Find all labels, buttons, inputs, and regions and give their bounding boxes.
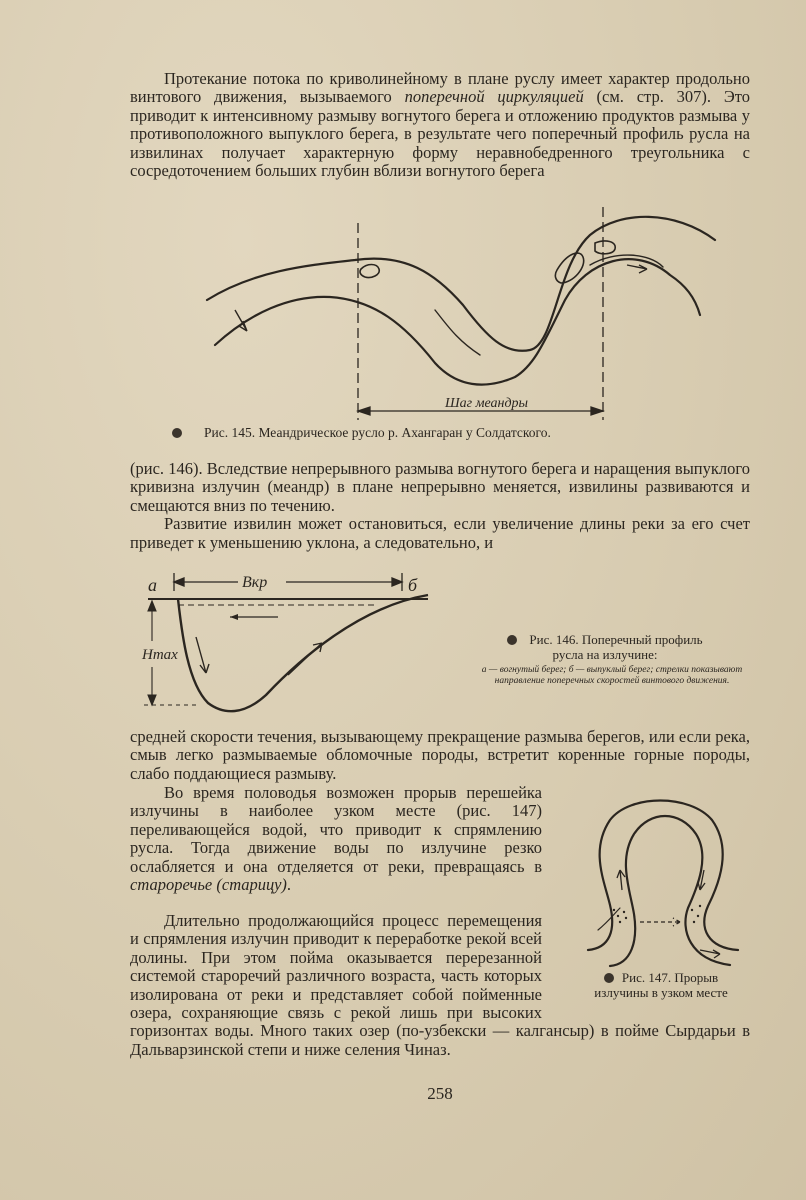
page-number: 258 [427, 1084, 453, 1103]
island-3 [595, 241, 615, 254]
bullet-icon [172, 428, 182, 438]
figure-146-cross-profile [138, 565, 438, 730]
figure-wrap-space [542, 912, 750, 1007]
paragraph-1: Протекание потока по криволинейному в плане руслу имеет характер продольно винтового движения, вызываемого поперечной циркуляцией (см. стр. 307). Это приводит к интенсивному размыву вогнутого берега и отложению продуктов размыва у противоположного выпуклого берега, в результате чего поперечный профиль русла на извилинах получает характерную форму неравнобедренного треугольника с сосредоточением больших глубин вблизи вогнутого берега [130, 69, 750, 181]
depth-label: Hmax [142, 647, 178, 663]
figure-147-caption: Рис. 147. Прорыв излучины в узком месте [594, 970, 728, 1000]
paragraph-2: (рис. 146). Вследствие непрерывного размыва вогнутого берега и наращения выпуклого кривизна излучин (меандр) в плане непрерывно меняется, извилины развиваются и смещаются вниз по течению. Развитие извилин может остановиться, если увеличение длины реки за его счет приведет к уменьшению уклона, а следовательно, и [130, 459, 750, 552]
velocity-arrow-up [288, 643, 322, 675]
label-b: б [408, 575, 418, 595]
velocity-arrow-down [196, 637, 209, 673]
figure-146-note: а — вогнутый берег; б — выпуклый берег; стрелки показывают направление поперечных скоростей винтового движения. [481, 665, 743, 686]
channel-profile-curve [178, 595, 428, 711]
bullet-icon [507, 635, 517, 645]
term-oxbow: староречье (старицу) [130, 875, 287, 895]
paragraph-4: средней скорости течения, вызывающему прекращение размыва берегов, или если река, смыв легко размываемые обломочные породы, встретит коренные горные породы, слабо поддающиеся размыву. [130, 727, 750, 783]
island-1 [360, 265, 379, 278]
flow-arrow-up-left [617, 870, 625, 890]
paragraph-5: Во время половодья возможен прорыв перешейка излучины в наиболее узком месте (рис. 147) переливающейся водой, что приводит к спрямлению русла. Тогда движение воды по излучине резко ослабляется и она отделяется от реки, превращаясь в староречье (старицу). [130, 783, 542, 895]
width-label: Вкр [242, 574, 268, 591]
figure-146-caption: Рис. 146. Поперечный профиль русла на излучине: а — вогнутый берег; б — выпуклый берег; стрелки показывают направление поперечных скоростей винтового движения. [460, 632, 750, 687]
figure-145-caption: Рис. 145. Меандрическое русло р. Ахангаран у Солдатского. [172, 425, 752, 440]
figure-145-meander-diagram [195, 205, 735, 425]
term-transverse-circulation: поперечной циркуляцией [404, 87, 584, 107]
label-a: а [148, 575, 157, 595]
meander-step-label: Шаг меандры [445, 396, 529, 411]
paragraph-6: Длительно продолжающийся процесс перемещения и спрямления излучин приводит к переработке рекой всей долины. При этом пойма оказывается перерезанной системой староречий различного возраста, часть которых изолирована от реки и представляет собой пойменные озера, сохраняющие связь с рекой лишь при высоких горизонтах воды. Много таких озер (по-узбекски — калгансыр) в пойме Сырдарьи в Дальварзинской степи и ниже селения Чиназ. [130, 911, 750, 1059]
flow-arrow-2 [627, 265, 647, 273]
